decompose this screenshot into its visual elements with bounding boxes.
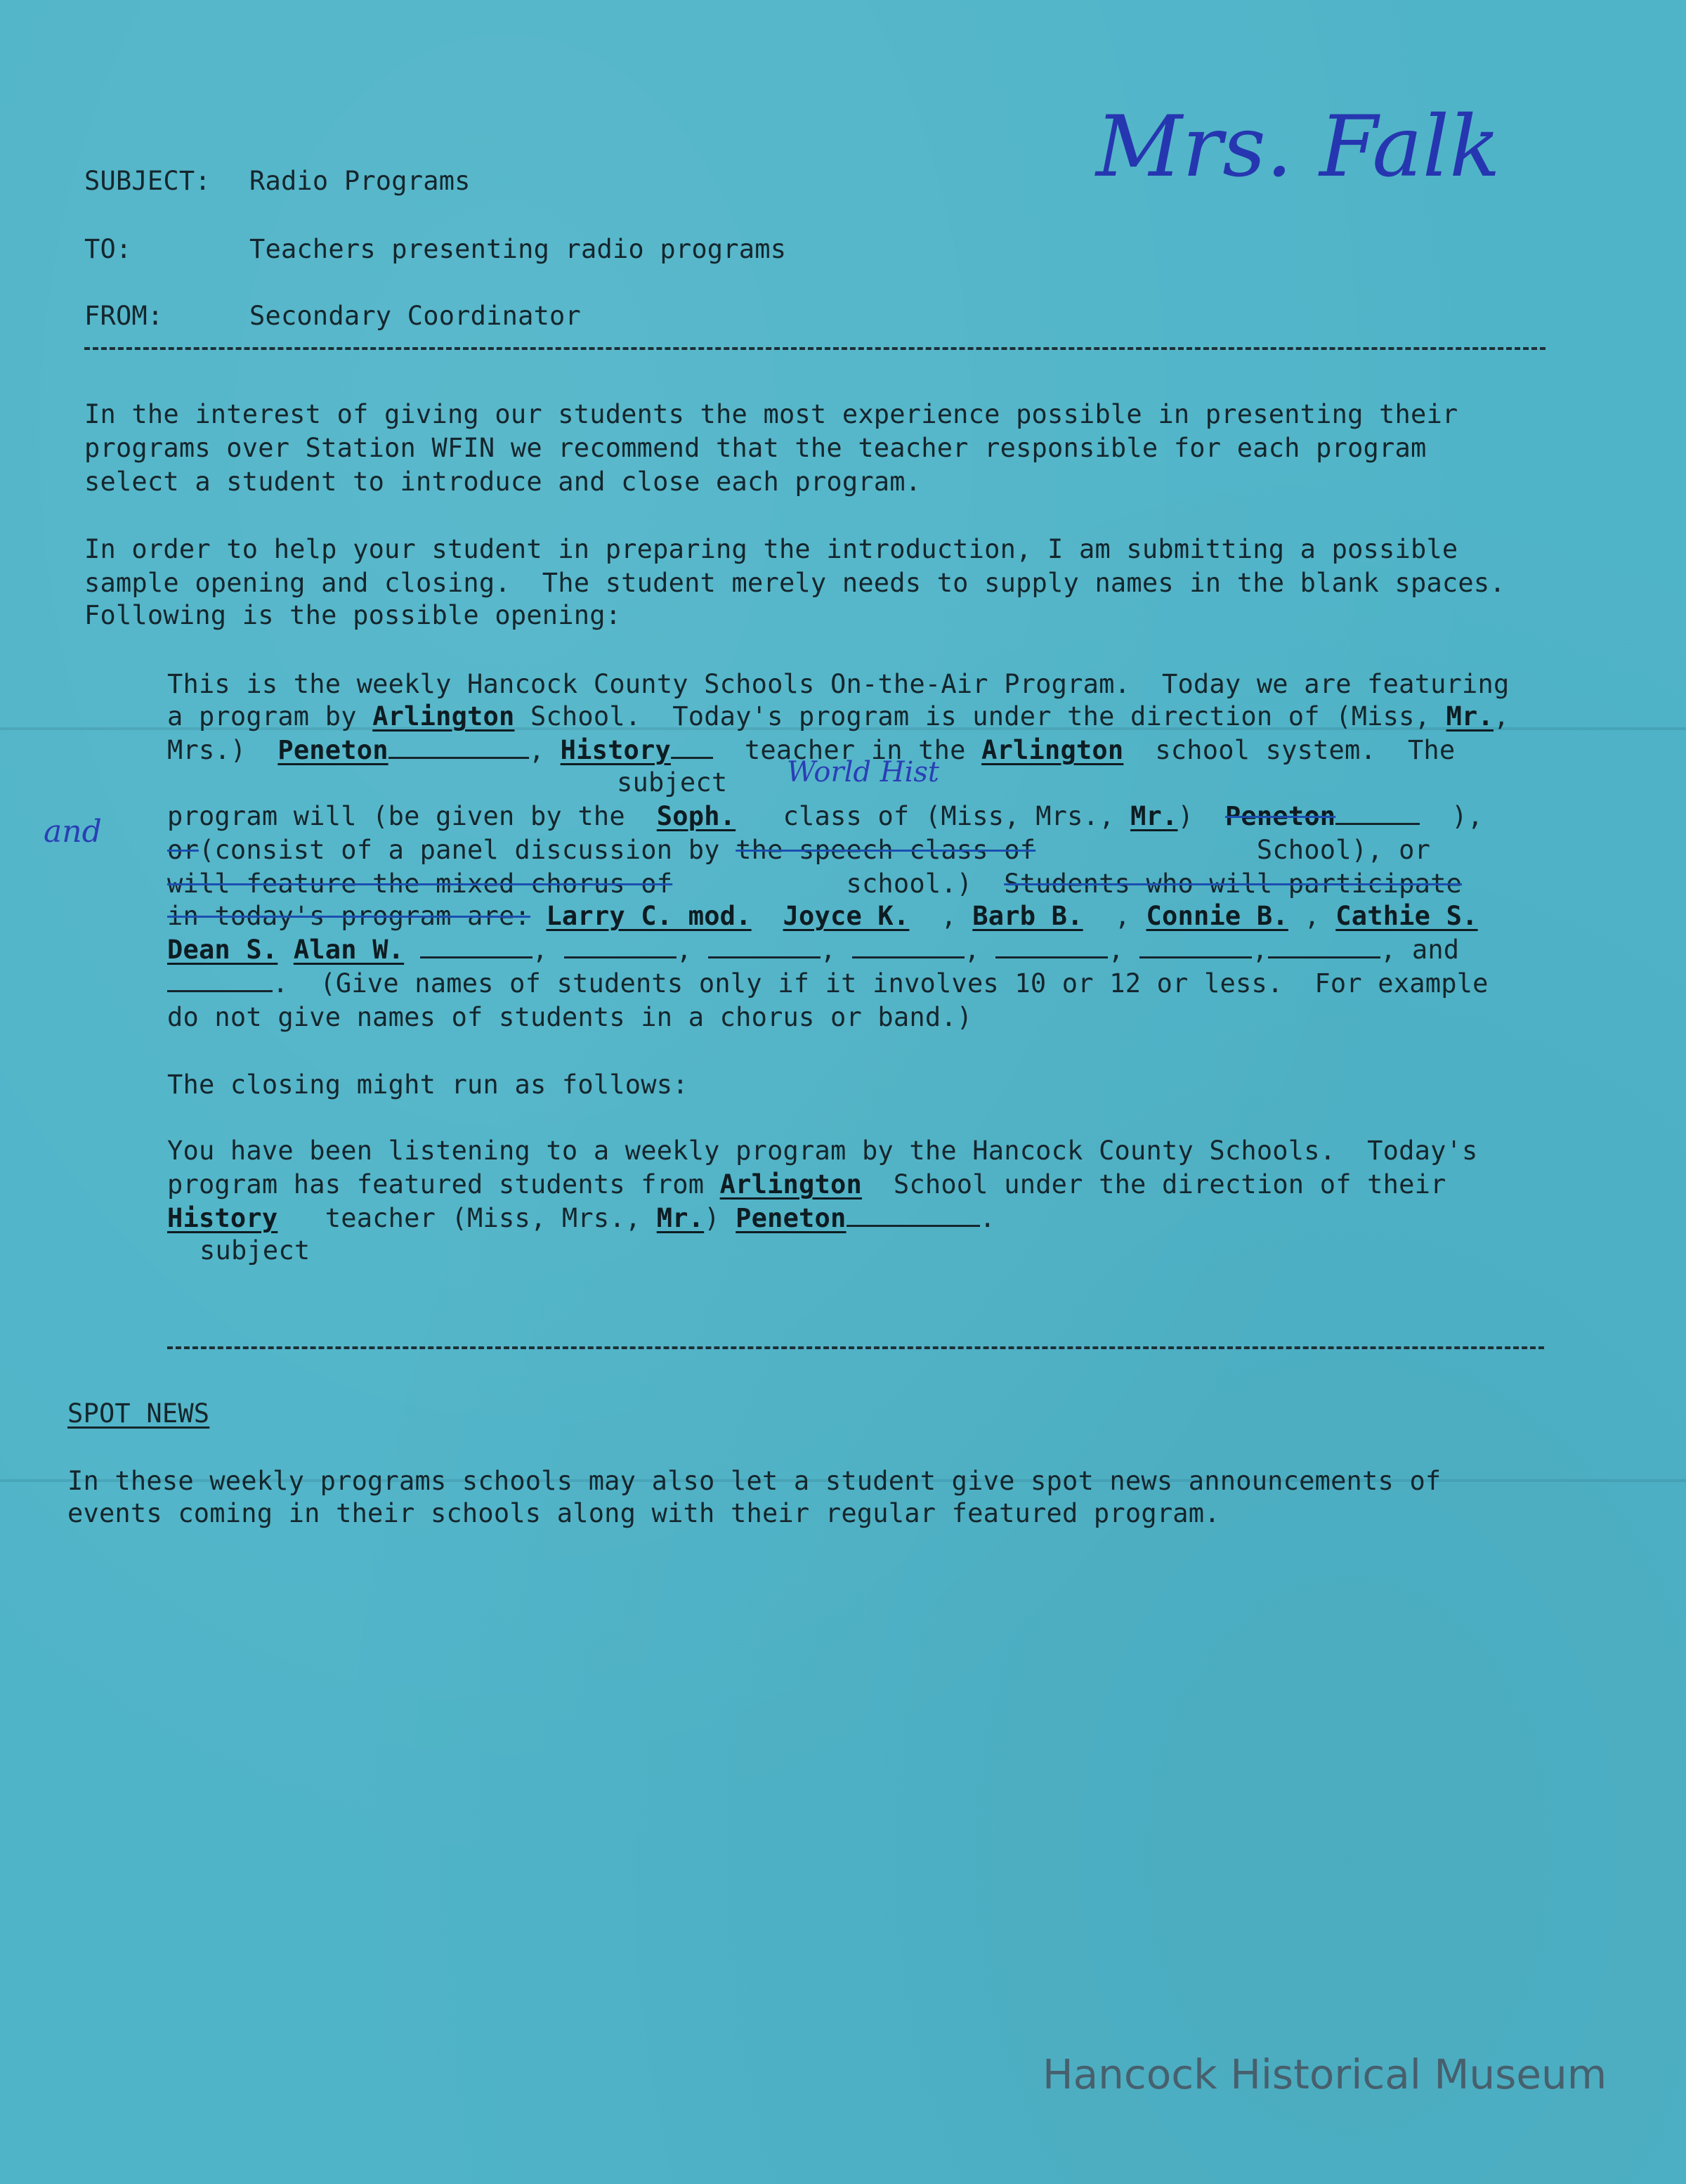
- opening-line: in today's program are: Larry C. mod. Joyce K. , Barb B. , Connie B. , Cathie S.: [167, 901, 1478, 931]
- spot-news-heading: SPOT NEWS: [67, 1398, 210, 1429]
- closing-line: program has featured students from Arlington School under the direction of their: [167, 1169, 1446, 1200]
- student-name: Barb B.: [972, 901, 1083, 931]
- spot-news-line: In these weekly programs schools may also let a student give spot news announcements of: [67, 1466, 1442, 1496]
- subject-caption: subject: [617, 767, 728, 798]
- student-name: Larry C. mod.: [546, 901, 752, 931]
- filled-teacher: Peneton: [277, 735, 388, 765]
- student-name: Joyce K.: [783, 901, 910, 931]
- closing-line: History teacher (Miss, Mrs., Mr.) Peneton .: [167, 1203, 995, 1233]
- filled-school: Arlington: [719, 1169, 862, 1200]
- filled-subject: History: [167, 1203, 278, 1233]
- para1-line: programs over Station WFIN we recommend that the teacher responsible for each program: [84, 433, 1427, 463]
- opening-line: This is the weekly Hancock County Schools On-the-Air Program. Today we are featuring: [167, 669, 1510, 699]
- to-value: Teachers presenting radio programs: [249, 234, 787, 264]
- para2-line: sample opening and closing. The student merely needs to supply names in the blank spaces.: [84, 568, 1505, 598]
- subject-label: SUBJECT:: [84, 166, 211, 196]
- handwritten-and-note: and: [44, 814, 102, 850]
- filled-title: Mr.: [1130, 801, 1178, 831]
- handwritten-world-hist: World Hist: [787, 756, 939, 788]
- handwritten-signature: Mrs. Falk: [1096, 98, 1501, 196]
- para1-line: In the interest of giving our students the most experience possible in presenting their: [84, 399, 1458, 429]
- student-name: Alan W.: [293, 935, 405, 965]
- filled-class: Soph.: [656, 801, 736, 831]
- subject-caption: subject: [200, 1235, 311, 1266]
- filled-title: Mr.: [656, 1203, 705, 1233]
- closing-intro: The closing might run as follows:: [167, 1070, 688, 1100]
- opening-line: Mrs.) Peneton , History teacher in the Arlington school system. The: [167, 735, 1456, 765]
- opening-line: Dean S. Alan W. , , , , , , , and: [167, 935, 1460, 965]
- para1-line: select a student to introduce and close each program.: [84, 467, 922, 497]
- student-name: Dean S.: [167, 935, 278, 965]
- header-divider: [84, 347, 1546, 350]
- filled-teacher: Peneton: [736, 1203, 847, 1233]
- filled-subject: History: [560, 735, 671, 765]
- para2-line: In order to help your student in preparing the introduction, I am submitting a possible: [84, 534, 1458, 564]
- spot-news-line: events coming in their schools along with their regular featured program.: [67, 1498, 1220, 1528]
- filled-school: Arlington: [372, 701, 515, 732]
- closing-line: You have been listening to a weekly program by the Hancock County Schools. Today's: [167, 1136, 1478, 1166]
- from-label: FROM:: [84, 301, 164, 331]
- para2-line: Following is the possible opening:: [84, 600, 622, 630]
- filled-school: Arlington: [981, 735, 1124, 765]
- opening-line: do not give names of students in a chorus or band.): [167, 1002, 973, 1032]
- section-divider: [167, 1346, 1544, 1349]
- filled-title: Mr.: [1446, 701, 1494, 732]
- opening-line: will feature the mixed chorus of school.) Students who will participate: [167, 869, 1463, 899]
- from-value: Secondary Coordinator: [249, 301, 581, 331]
- opening-line: a program by Arlington School. Today's program is under the direction of (Miss, Mr.,: [167, 701, 1510, 732]
- student-name: Connie B.: [1146, 901, 1288, 931]
- opening-line: program will (be given by the Soph. class of (Miss, Mrs., Mr.) Peneton ),: [167, 801, 1484, 831]
- opening-line: or(consist of a panel discussion by the speech class of School), or: [167, 835, 1431, 865]
- to-label: TO:: [84, 234, 132, 264]
- student-name: Cathie S.: [1335, 901, 1478, 931]
- museum-watermark: Hancock Historical Museum: [1043, 2050, 1607, 2098]
- filled-teacher: Peneton: [1224, 801, 1336, 831]
- opening-line: . (Give names of students only if it involves 10 or 12 or less. For example: [167, 968, 1489, 999]
- subject-value: Radio Programs: [249, 166, 471, 196]
